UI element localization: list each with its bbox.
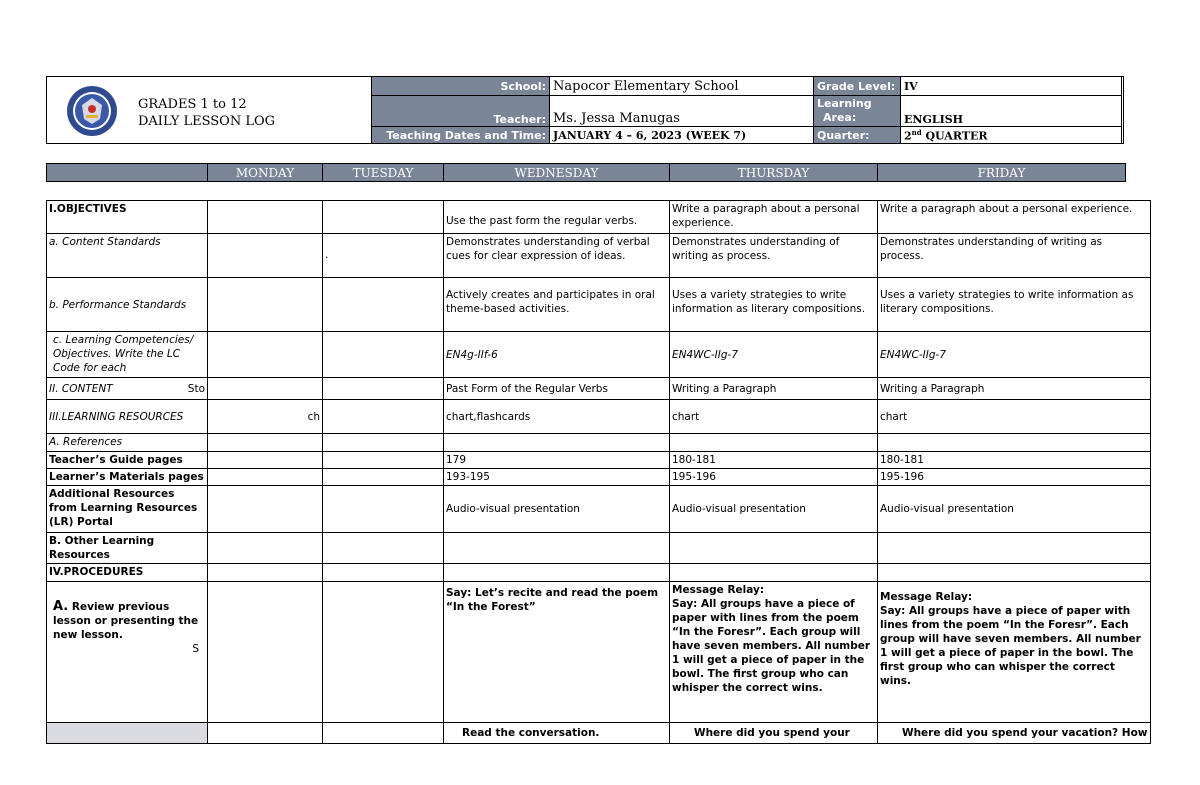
table-row bbox=[47, 564, 1151, 582]
table-row bbox=[47, 201, 1151, 234]
cell-mon bbox=[208, 234, 323, 278]
row-label-tg: Teacher’s Guide pages bbox=[47, 452, 208, 469]
school-value: Napocor Elementary School bbox=[550, 77, 814, 96]
cell-wed-objectives: Use the past form the regular verbs. bbox=[444, 201, 670, 234]
day-wednesday: WEDNESDAY bbox=[444, 164, 670, 182]
table-row bbox=[47, 378, 1151, 400]
table-row bbox=[47, 486, 1151, 533]
cell-tue bbox=[323, 332, 444, 378]
cell-wed-review: Say: Let’s recite and read the poem “In the Forest” bbox=[444, 582, 670, 723]
review-letter: A. bbox=[53, 599, 69, 614]
review-label-text: Review previous lesson or presenting the new lesson. bbox=[53, 601, 199, 641]
cell-fri-tg: 180-181 bbox=[878, 452, 1151, 469]
cell-tue bbox=[323, 278, 444, 332]
grade-level-value: IV bbox=[901, 77, 1122, 96]
row-label-references: A. References bbox=[47, 434, 208, 452]
learning-area-value: ENGLISH bbox=[901, 96, 1122, 127]
quarter-num: 2 bbox=[904, 129, 912, 143]
fri-review-title: Message Relay: bbox=[880, 591, 973, 603]
cell-wed-content-standards: Demonstrates understanding of verbal cues for clear expression of ideas. bbox=[444, 234, 670, 278]
day-friday: FRIDAY bbox=[878, 164, 1126, 182]
quarter-sup: nd bbox=[911, 127, 922, 137]
cell-wed-competencies: EN4g-IIf-6 bbox=[444, 332, 670, 378]
row-label-content-standards: a. Content Standards bbox=[47, 234, 208, 278]
teacher-label: Teacher: bbox=[372, 96, 550, 127]
row-label-lr: Additional Resources from Learning Resources (LR) Portal bbox=[47, 486, 208, 533]
cell-fri-competencies: EN4WC-IIg-7 bbox=[878, 332, 1151, 378]
cell-mon-resources: ch bbox=[208, 400, 323, 434]
row-label-next bbox=[47, 723, 208, 744]
row-label-performance-standards: b. Performance Standards bbox=[47, 278, 208, 332]
cell-thu-competencies: EN4WC-IIg-7 bbox=[670, 332, 878, 378]
cell-tue-content-standards: . bbox=[323, 234, 444, 278]
cell-fri-review bbox=[878, 582, 1151, 723]
cell-mon bbox=[208, 332, 323, 378]
cell-mon bbox=[208, 278, 323, 332]
cell-thu-tg: 180-181 bbox=[670, 452, 878, 469]
cell-thu-content-standards: Demonstrates understanding of writing as process. bbox=[670, 234, 878, 278]
day-monday: MONDAY bbox=[208, 164, 323, 182]
log-title bbox=[138, 96, 275, 130]
cell-fri-resources: chart bbox=[878, 400, 1151, 434]
table-row bbox=[47, 400, 1151, 434]
table-row bbox=[47, 278, 1151, 332]
thu-objectives-text: Write a paragraph about a personal experience. bbox=[672, 203, 860, 229]
cell-mon bbox=[208, 201, 323, 234]
title-line-2: DAILY LESSON LOG bbox=[138, 114, 276, 129]
cell-fri-content-standards: Demonstrates understanding of writing as process. bbox=[878, 234, 1151, 278]
deped-seal-icon bbox=[66, 85, 118, 137]
row-label-objectives: I.OBJECTIVES bbox=[47, 201, 208, 234]
content-label-fragment: Sto bbox=[187, 382, 205, 395]
row-label-review bbox=[47, 582, 208, 723]
cell-thu-performance-standards: Uses a variety strategies to write information as literary compositions. bbox=[670, 278, 878, 332]
cell-thu-resources: chart bbox=[670, 400, 878, 434]
cell-tue bbox=[323, 201, 444, 234]
thu-review-text: Say: All groups have a piece of paper with lines from the poem “In the Foresr”. Each group will have seven members. All number 1 will get a piece of paper in the bowl. The first group who can whisper the correct wins. bbox=[672, 598, 871, 694]
cell-mon bbox=[208, 378, 323, 400]
cell-wed-tg: 179 bbox=[444, 452, 670, 469]
cell-thu-review bbox=[670, 582, 878, 723]
table-row bbox=[47, 452, 1151, 469]
cell-fri-objectives bbox=[878, 201, 1151, 234]
row-label-procedures: IV.PROCEDURES bbox=[47, 564, 208, 582]
dates-label: Teaching Dates and Time: bbox=[372, 127, 550, 144]
fri-objectives-text: Write a paragraph about a personal experience. bbox=[880, 203, 1133, 215]
info-table bbox=[371, 76, 1122, 144]
cell-tue bbox=[323, 400, 444, 434]
review-label-fragment: S bbox=[192, 643, 199, 655]
cell-tue bbox=[323, 378, 444, 400]
table-row bbox=[47, 533, 1151, 564]
cell-thu-lr: Audio-visual presentation bbox=[670, 486, 878, 533]
table-row bbox=[47, 469, 1151, 486]
cell-wed-content: Past Form of the Regular Verbs bbox=[444, 378, 670, 400]
cell-wed-lm: 193-195 bbox=[444, 469, 670, 486]
table-row bbox=[47, 234, 1151, 278]
day-blank bbox=[47, 164, 208, 182]
row-label-resources bbox=[47, 400, 208, 434]
table-row bbox=[47, 723, 1151, 744]
cell-wed-performance-standards: Actively creates and participates in oral theme-based activities. bbox=[444, 278, 670, 332]
cell-thu-objectives bbox=[670, 201, 878, 234]
cell-fri-last: Where did you spend your vacation? How bbox=[878, 723, 1151, 744]
cell-thu-last: Where did you spend your bbox=[670, 723, 878, 744]
teacher-value: Ms. Jessa Manugas bbox=[550, 96, 814, 127]
thu-review-title: Message Relay: bbox=[672, 584, 765, 596]
cell-wed-resources: chart,flashcards bbox=[444, 400, 670, 434]
days-header bbox=[46, 163, 1126, 182]
cell-wed-lr: Audio-visual presentation bbox=[444, 486, 670, 533]
cell-thu-lm: 195-196 bbox=[670, 469, 878, 486]
quarter-label: Quarter: bbox=[814, 127, 901, 144]
quarter-value bbox=[901, 127, 1122, 144]
cell-fri-lm: 195-196 bbox=[878, 469, 1151, 486]
cell-fri-content: Writing a Paragraph bbox=[878, 378, 1151, 400]
lesson-table bbox=[46, 200, 1151, 744]
day-thursday: THURSDAY bbox=[670, 164, 878, 182]
quarter-word: QUARTER bbox=[921, 129, 988, 143]
cell-thu-content: Writing a Paragraph bbox=[670, 378, 878, 400]
learning-area-label-2: Area: bbox=[823, 111, 857, 124]
fri-review-text: Say: All groups have a piece of paper with lines from the poem “In the Foresr”. Each group will have seven members. All number 1 will get a piece of paper in the bowl. The first group who can whisper the correct wins. bbox=[880, 605, 1141, 687]
row-label-lm: Learner’s Materials pages bbox=[47, 469, 208, 486]
learning-area-label bbox=[814, 96, 901, 127]
row-label-content bbox=[47, 378, 208, 400]
grade-level-label: Grade Level: bbox=[814, 77, 901, 96]
content-label-text: II. CONTENT bbox=[49, 382, 113, 395]
table-row bbox=[47, 434, 1151, 452]
row-label-other: B. Other Learning Resources bbox=[47, 533, 208, 564]
learning-area-label-1: Learning bbox=[817, 97, 872, 110]
resources-label-text: III.LEARNING RESOURCES bbox=[49, 410, 184, 423]
school-label: School: bbox=[372, 77, 550, 96]
cell-fri-performance-standards: Uses a variety strategies to write information as literary compositions. bbox=[878, 278, 1151, 332]
cell-fri-lr: Audio-visual presentation bbox=[878, 486, 1151, 533]
cell-wed-last: Read the conversation. bbox=[444, 723, 670, 744]
row-label-competencies: c. Learning Competencies/ Objectives. Write the LC Code for each bbox=[47, 332, 208, 378]
table-row bbox=[47, 582, 1151, 723]
title-line-1: GRADES 1 to 12 bbox=[138, 97, 247, 112]
dates-value: JANUARY 4 – 6, 2023 (WEEK 7) bbox=[550, 127, 814, 144]
day-tuesday: TUESDAY bbox=[323, 164, 444, 182]
table-row bbox=[47, 332, 1151, 378]
